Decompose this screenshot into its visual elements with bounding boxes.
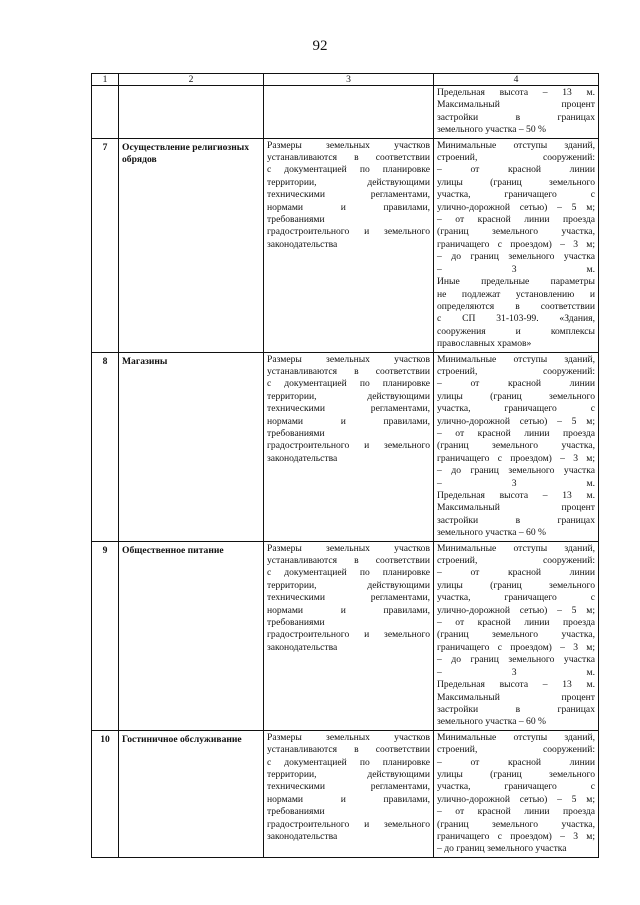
text-line: требованиями xyxy=(267,214,325,226)
text-line: законодательства xyxy=(267,452,338,464)
text-line: улицы (границ земельного xyxy=(437,579,595,591)
text-line: (границ земельного участка, xyxy=(437,440,595,452)
text-line: участка, граничащего с xyxy=(437,781,595,793)
text-line: – до границ земельного участка xyxy=(437,251,595,263)
text-line: требованиями xyxy=(267,806,325,818)
text-line: с документацией по планировке xyxy=(267,378,430,390)
construction-limits-text xyxy=(434,352,599,541)
text-line: Максимальный процент xyxy=(437,99,595,111)
text-line: Размеры земельных участков xyxy=(267,542,430,554)
text-line: – до границ земельного участка xyxy=(437,465,595,477)
row-number: 7 xyxy=(92,138,119,352)
text-line: Иные предельные параметры xyxy=(437,276,595,288)
text-line: – от красной линии xyxy=(437,378,595,390)
plot-size-text xyxy=(264,541,434,730)
plot-size-text xyxy=(264,352,434,541)
text-line: техническими регламентами, xyxy=(267,781,430,793)
plot-size-text xyxy=(264,86,434,139)
text-line: – от красной линии проезда xyxy=(437,806,595,818)
table-row xyxy=(92,541,599,730)
text-line: устанавливаются в соответствии xyxy=(267,555,430,567)
text-line: земельного участка – 60 % xyxy=(437,527,547,539)
text-line: Предельная высота – 13 м. xyxy=(437,87,595,98)
text-line: нормами и правилами, xyxy=(267,201,430,213)
text-line: с документацией по планировке xyxy=(267,567,430,579)
text-line: строений, сооружений: xyxy=(437,365,595,377)
text-line: улично-дорожной сетью) – 5 м; xyxy=(437,604,595,616)
text-line: Минимальные отступы зданий, xyxy=(437,353,595,365)
construction-limits-text xyxy=(434,541,599,730)
text-line: – от красной линии проезда xyxy=(437,214,595,226)
column-header: 3 xyxy=(264,74,434,86)
text-line: граничащего с проездом) – 3 м; xyxy=(437,830,595,842)
text-line: (границ земельного участка, xyxy=(437,629,595,641)
text-line: требованиями xyxy=(267,427,325,439)
table-row xyxy=(92,86,599,139)
text-line: улично-дорожной сетью) – 5 м; xyxy=(437,201,595,213)
text-line: не подлежат установлению и xyxy=(437,288,595,300)
row-number: 8 xyxy=(92,352,119,541)
text-line: нормами и правилами, xyxy=(267,415,430,427)
permitted-use-name: Общественное питание xyxy=(119,541,264,730)
text-line: Предельная высота – 13 м. xyxy=(437,679,595,691)
text-line: техническими регламентами, xyxy=(267,403,430,415)
permitted-use-name: Магазины xyxy=(119,352,264,541)
text-line: улично-дорожной сетью) – 5 м; xyxy=(437,793,595,805)
text-line: (границ земельного участка, xyxy=(437,226,595,238)
text-line: Размеры земельных участков xyxy=(267,731,430,743)
text-line: улично-дорожной сетью) – 5 м; xyxy=(437,415,595,427)
text-line: территории, действующими xyxy=(267,579,430,591)
row-number: 9 xyxy=(92,541,119,730)
text-line: участка, граничащего с xyxy=(437,403,595,415)
text-line: нормами и правилами, xyxy=(267,604,430,616)
construction-limits-text xyxy=(434,86,599,139)
text-line: – от красной линии проезда xyxy=(437,427,595,439)
text-line: участка, граничащего с xyxy=(437,592,595,604)
text-line: градостроительного и земельного xyxy=(267,629,430,641)
text-line: улицы (границ земельного xyxy=(437,176,595,188)
text-line: – 3 м. xyxy=(437,477,595,489)
text-line: Максимальный процент xyxy=(437,691,595,703)
text-line: Минимальные отступы зданий, xyxy=(437,139,595,151)
column-header: 4 xyxy=(434,74,599,86)
text-line: устанавливаются в соответствии xyxy=(267,365,430,377)
plot-size-text xyxy=(264,730,434,857)
table-row xyxy=(92,352,599,541)
text-line: земельного участка – 60 % xyxy=(437,716,547,728)
text-line: строений, сооружений: xyxy=(437,744,595,756)
plot-size-text xyxy=(264,138,434,352)
text-line: – до границ земельного участка xyxy=(437,654,595,666)
text-line: сооружения и комплексы xyxy=(437,325,595,337)
text-line: Размеры земельных участков xyxy=(267,139,430,151)
column-header: 1 xyxy=(92,74,119,86)
text-line: с документацией по планировке xyxy=(267,756,430,768)
text-line: – от красной линии проезда xyxy=(437,617,595,629)
text-line: улицы (границ земельного xyxy=(437,768,595,780)
text-line: Размеры земельных участков xyxy=(267,353,430,365)
text-line: законодательства xyxy=(267,830,338,842)
text-line: требованиями xyxy=(267,617,325,629)
text-line: устанавливаются в соответствии xyxy=(267,744,430,756)
text-line: застройки в границах xyxy=(437,514,595,526)
permitted-use-name xyxy=(119,86,264,139)
text-line: определяются в соответствии xyxy=(437,300,595,312)
text-line: градостроительного и земельного xyxy=(267,226,430,238)
text-line: градостроительного и земельного xyxy=(267,818,430,830)
text-line: застройки в границах xyxy=(437,111,595,123)
column-number-header-row xyxy=(92,74,599,86)
row-number xyxy=(92,86,119,139)
zoning-parameters-table xyxy=(91,73,599,858)
text-line: застройки в границах xyxy=(437,703,595,715)
text-line: строений, сооружений: xyxy=(437,555,595,567)
construction-limits-text xyxy=(434,138,599,352)
text-line: граничащего с проездом) – 3 м; xyxy=(437,238,595,250)
text-line: – 3 м. xyxy=(437,263,595,275)
row-number: 10 xyxy=(92,730,119,857)
text-line: законодательства xyxy=(267,641,338,653)
construction-limits-text xyxy=(434,730,599,857)
table-row xyxy=(92,730,599,857)
permitted-use-name: Гостиничное обслуживание xyxy=(119,730,264,857)
text-line: строений, сооружений: xyxy=(437,152,595,164)
text-line: Минимальные отступы зданий, xyxy=(437,542,595,554)
table-row xyxy=(92,138,599,352)
text-line: устанавливаются в соответствии xyxy=(267,152,430,164)
text-line: участка, граничащего с xyxy=(437,189,595,201)
text-line: – до границ земельного участка xyxy=(437,843,567,855)
column-header: 2 xyxy=(119,74,264,86)
text-line: – от красной линии xyxy=(437,567,595,579)
text-line: территории, действующими xyxy=(267,768,430,780)
text-line: законодательства xyxy=(267,238,338,250)
text-line: – от красной линии xyxy=(437,164,595,176)
text-line: техническими регламентами, xyxy=(267,189,430,201)
text-line: с СП 31-103-99. «Здания, xyxy=(437,313,595,325)
text-line: земельного участка – 50 % xyxy=(437,124,547,136)
permitted-use-name: Осуществление религиозных обрядов xyxy=(119,138,264,352)
text-line: территории, действующими xyxy=(267,176,430,188)
text-line: православных храмов» xyxy=(437,338,532,350)
text-line: территории, действующими xyxy=(267,390,430,402)
text-line: – от красной линии xyxy=(437,756,595,768)
text-line: граничащего с проездом) – 3 м; xyxy=(437,452,595,464)
text-line: Минимальные отступы зданий, xyxy=(437,731,595,743)
text-line: – 3 м. xyxy=(437,666,595,678)
text-line: техническими регламентами, xyxy=(267,592,430,604)
text-line: Максимальный процент xyxy=(437,502,595,514)
text-line: с документацией по планировке xyxy=(267,164,430,176)
text-line: улицы (границ земельного xyxy=(437,390,595,402)
text-line: граничащего с проездом) – 3 м; xyxy=(437,641,595,653)
text-line: (границ земельного участка, xyxy=(437,818,595,830)
text-line: Предельная высота – 13 м. xyxy=(437,490,595,501)
text-line: нормами и правилами, xyxy=(267,793,430,805)
text-line: градостроительного и земельного xyxy=(267,440,430,452)
page-number: 92 xyxy=(312,38,328,54)
